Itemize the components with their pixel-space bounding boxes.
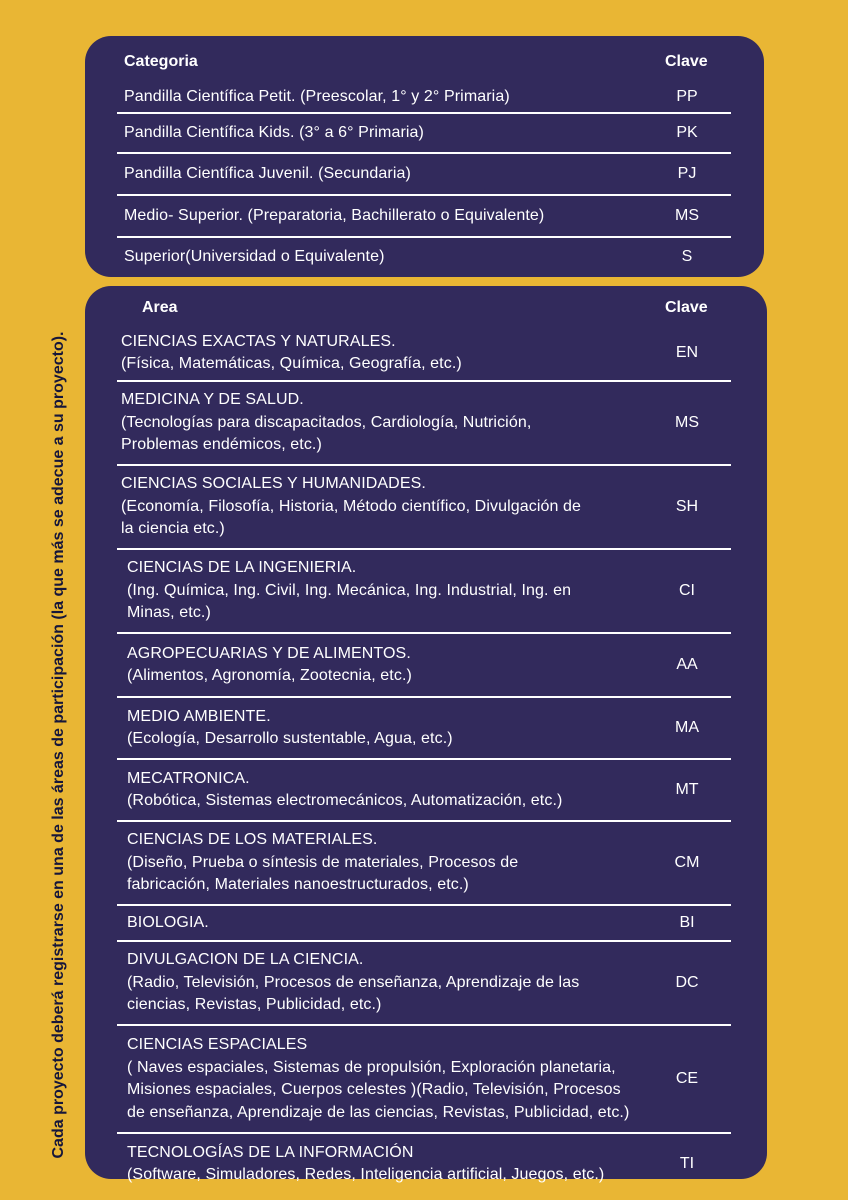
category-key: PP xyxy=(676,88,698,105)
categories-rows xyxy=(117,82,731,276)
area-key: CM xyxy=(674,854,700,871)
area-label xyxy=(117,331,462,376)
area-row xyxy=(117,1134,731,1194)
area-row xyxy=(117,382,731,466)
area-title: MEDIO AMBIENTE. xyxy=(127,707,271,725)
category-label: Pandilla Científica Juvenil. (Secundaria) xyxy=(124,164,411,182)
category-key: PK xyxy=(676,124,698,141)
area-description-line: (Robótica, Sistemas electromecánicos, Automatización, etc.) xyxy=(127,792,563,809)
area-description-line: Problemas endémicos, etc.) xyxy=(121,436,322,454)
area-title: CIENCIAS SOCIALES Y HUMANIDADES. xyxy=(121,475,426,493)
area-row xyxy=(117,906,731,942)
area-key: TI xyxy=(679,1155,695,1172)
area-key: DC xyxy=(675,974,699,991)
area-description-line: (Física, Matemáticas, Química, Geografía, etc.) xyxy=(121,355,462,372)
area-row xyxy=(117,634,731,698)
area-description-line: (Diseño, Prueba o síntesis de materiales, Procesos de xyxy=(127,853,519,871)
area-description-line: (Ing. Química, Ing. Civil, Ing. Mecánica, Ing. Industrial, Ing. en xyxy=(127,581,572,599)
category-key: S xyxy=(681,248,693,265)
area-description-line: ( Naves espaciales, Sistemas de propulsión, Exploración planetaria, xyxy=(127,1058,616,1076)
area-description-line: (Economía, Filosofía, Historia, Método científico, Divulgación de xyxy=(121,497,582,515)
area-title: CIENCIAS DE LOS MATERIALES. xyxy=(127,831,378,849)
area-row xyxy=(117,698,731,760)
area-title: CIENCIAS ESPACIALES xyxy=(127,1036,308,1053)
area-title: MECATRONICA. xyxy=(127,769,250,787)
area-description-line: fabricación, Materiales nanoestructurados, etc.) xyxy=(127,876,469,894)
categories-header-key: Clave xyxy=(665,53,708,70)
category-row xyxy=(117,196,731,238)
area-key: EN xyxy=(675,344,699,361)
area-key: MT xyxy=(675,781,699,798)
area-description-line: Misiones espaciales, Cuerpos celestes )(Radio, Televisión, Procesos xyxy=(127,1081,621,1098)
area-label xyxy=(117,473,581,541)
category-label: Pandilla Científica Kids. (3° a 6° Primaria) xyxy=(124,123,424,141)
area-key: AA xyxy=(676,656,698,673)
area-key: MA xyxy=(675,719,699,736)
area-label xyxy=(117,557,571,625)
area-row xyxy=(117,822,731,906)
area-title: MEDICINA Y DE SALUD. xyxy=(121,391,304,409)
area-label xyxy=(117,1142,604,1187)
area-description-line: (Radio, Televisión, Procesos de enseñanza, Aprendizaje de las xyxy=(127,973,580,991)
area-description-line: (Software, Simuladores, Redes, Inteligencia artificial, Juegos, etc.) xyxy=(127,1166,605,1183)
category-label: Superior(Universidad o Equivalente) xyxy=(124,247,385,265)
category-label: Pandilla Científica Petit. (Preescolar, 1° y 2° Primaria) xyxy=(124,87,510,105)
area-description-line: de enseñanza, Aprendizaje de las ciencias, Revistas, Publicidad, etc.) xyxy=(127,1103,630,1121)
area-row xyxy=(117,326,731,382)
area-description-line: la ciencia etc.) xyxy=(121,520,225,538)
area-key: MS xyxy=(675,414,699,431)
area-row xyxy=(117,466,731,550)
area-description-line: (Alimentos, Agronomía, Zootecnia, etc.) xyxy=(127,667,412,684)
area-key: CI xyxy=(679,582,695,599)
area-label xyxy=(117,949,579,1017)
area-label xyxy=(117,389,531,457)
area-key: SH xyxy=(675,498,699,515)
area-key: BI xyxy=(679,914,695,931)
area-row xyxy=(117,942,731,1026)
area-label xyxy=(117,829,518,897)
categories-panel xyxy=(85,36,764,277)
area-title: CIENCIAS DE LA INGENIERIA. xyxy=(127,559,357,577)
area-label xyxy=(117,768,562,813)
areas-header-key: Clave xyxy=(665,299,708,316)
category-row xyxy=(117,238,731,276)
area-description-line: ciencias, Revistas, Publicidad, etc.) xyxy=(127,996,382,1014)
categories-header-label: Categoria xyxy=(124,53,198,70)
area-description-line: (Ecología, Desarrollo sustentable, Agua, etc.) xyxy=(127,730,453,747)
areas-header-label: Area xyxy=(142,299,178,316)
area-row xyxy=(117,760,731,822)
category-row xyxy=(117,114,731,154)
area-description-line: Minas, etc.) xyxy=(127,604,211,622)
side-note-text: Cada proyecto deberá registrarse en una de las áreas de participación (la que más se adecue a su proyecto). xyxy=(50,331,67,1159)
areas-panel xyxy=(85,286,767,1183)
area-title: DIVULGACION DE LA CIENCIA. xyxy=(127,951,364,969)
area-title: TECNOLOGÍAS DE LA INFORMACIÓN xyxy=(127,1143,414,1161)
category-key: PJ xyxy=(677,165,697,182)
areas-rows xyxy=(117,326,731,1194)
area-row xyxy=(117,1026,731,1134)
area-key: CE xyxy=(675,1070,699,1087)
area-label xyxy=(117,912,209,935)
area-label xyxy=(117,1034,629,1124)
category-row xyxy=(117,154,731,196)
area-description-line: (Tecnologías para discapacitados, Cardiología, Nutrición, xyxy=(121,413,532,431)
area-title: BIOLOGIA. xyxy=(127,913,209,931)
category-key: MS xyxy=(675,207,699,224)
area-label xyxy=(117,643,412,688)
area-title: CIENCIAS EXACTAS Y NATURALES. xyxy=(121,332,396,350)
area-title: AGROPECUARIAS Y DE ALIMENTOS. xyxy=(127,644,411,662)
area-label xyxy=(117,706,453,751)
area-row xyxy=(117,550,731,634)
category-row xyxy=(117,82,731,114)
category-label: Medio- Superior. (Preparatoria, Bachillerato o Equivalente) xyxy=(124,206,545,224)
